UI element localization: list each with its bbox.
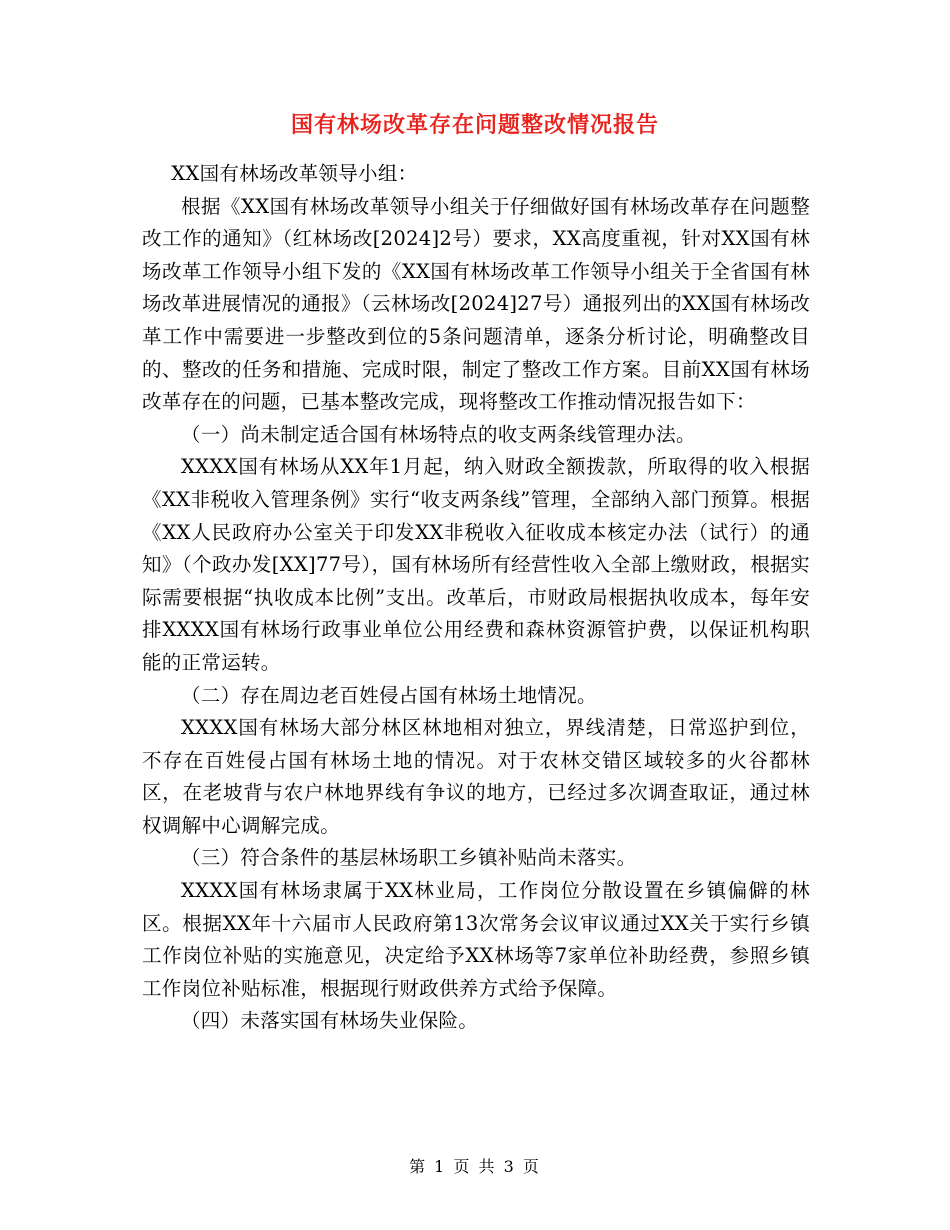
section-heading-2: （二）存在周边老百姓侵占国有林场土地情况。 xyxy=(181,683,597,707)
paragraph-section-3: XXXX国有林场隶属于XX林业局，工作岗位分散设置在乡镇偏僻的林区。根据XX年十六届市人民政府第13次常务会议审议通过XX关于实行乡镇工作岗位补贴的实施意见，决定给予XX林场等7家单位补助经费，参照乡镇工作岗位补贴标准，根据现行财政供养方式给予保障。 xyxy=(142,879,810,1000)
section-heading-3: （三）符合条件的基层林场职工乡镇补贴尚未落实。 xyxy=(181,846,637,870)
salutation: XX国有林场改革领导小组： xyxy=(171,162,418,185)
section-heading-4: （四）未落实国有林场失业保险。 xyxy=(181,1009,479,1033)
paragraph-section-2: XXXX国有林场大部分林区林地相对独立，界线清楚，日常巡护到位，不存在百姓侵占国有林场土地的情况。对于农林交错区域较多的火谷都林区，在老坡背与农户林地界线有争议的地方，已经过多次调查取证，通过林权调解中心调解完成。 xyxy=(142,716,810,837)
paragraph-section-1: XXXX国有林场从XX年1月起，纳入财政全额拨款，所取得的收入根据《XX非税收入管理条例》实行“收支两条线”管理，全部纳入部门预算。根据《XX人民政府办公室关于印发XX非税收入征收成本核定办法（试行）的通知》（个政办发[XX]77号），国有林场所有经营性收入全部上缴财政，根据实际需要根据“执收成本比例”支出。改革后，市财政局根据执收成本，每年安排XXXX国有林场行政事业单位公用经费和森林资源管护费，以保证机构职能的正常运转。 xyxy=(142,455,810,674)
page-footer: 第 1 页 共 3 页 xyxy=(409,1157,541,1176)
page-title: 国有林场改革存在问题整改情况报告 xyxy=(290,112,659,138)
paragraph-intro: 根据《XX国有林场改革领导小组关于仔细做好国有林场改革存在问题整改工作的通知》（红林场改[2024]2号）要求，XX高度重视，针对XX国有林场改革工作领导小组下发的《XX国有林场改革工作领导小组关于全省国有林场改革进展情况的通报》（云林场改[2024]27号）通报列出的XX国有林场改革工作中需要进一步整改到位的5条问题清单，逐条分析讨论，明确整改目的、整改的任务和措施、完成时限，制定了整改工作方案。目前XX国有林场改革存在的问题，已基本整改完成，现将整改工作推动情况报告如下： xyxy=(142,194,810,414)
section-heading-1: （一）尚未制定适合国有林场特点的收支两条线管理办法。 xyxy=(181,422,696,446)
document-body xyxy=(142,158,810,1038)
